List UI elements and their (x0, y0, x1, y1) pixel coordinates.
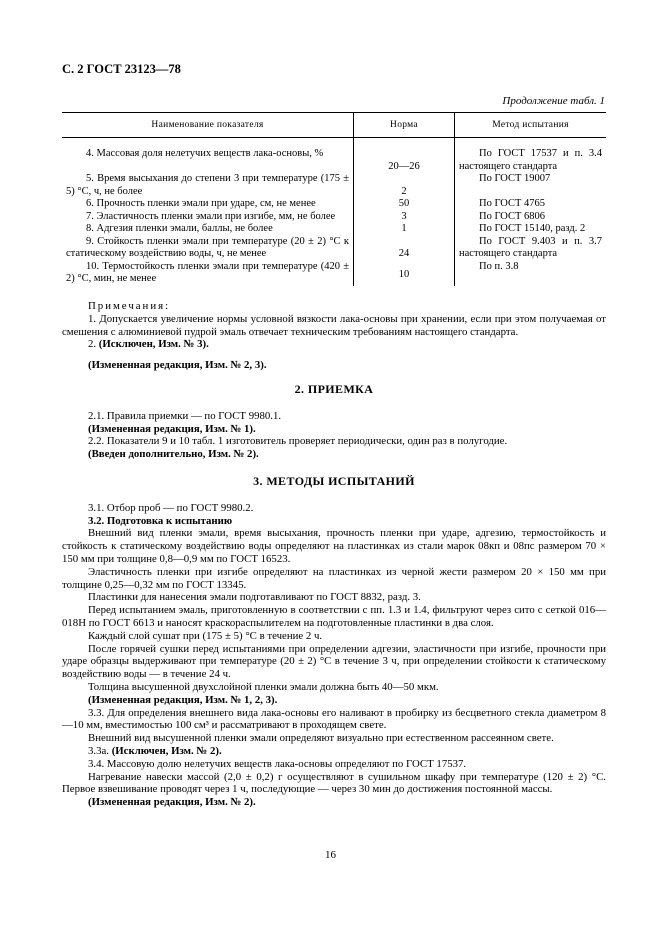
table-row: 5. Время высыхания до степени 3 при температуре (175 ± 5) °С, ч, не более 2 По ГОСТ 19007 (62, 173, 606, 198)
notes-title: Примечания: (88, 300, 171, 312)
page-number: 16 (325, 849, 336, 861)
indicators-table (62, 112, 606, 286)
table-row: 7. Эластичность пленки эмали при изгибе, мм, не более 3 По ГОСТ 6806 (62, 211, 606, 224)
table-row: 8. Адгезия пленки эмали, баллы, не более 1 По ГОСТ 15140, разд. 2 (62, 223, 606, 236)
page-header: С. 2 ГОСТ 23123—78 (62, 62, 181, 76)
note-1: 1. Допускается увеличение нормы условной вязкости лака-основы при хранении, если при этом получаемая от смешения с алюминиевой пудрой эмаль отвечает техническим требованиям настоящего стандарта. (62, 312, 606, 338)
section-3: 3. МЕТОДЫ ИСПЫТАНИЙ 3.1. Отбор проб — по ГОСТ 9980.2. 3.2. Подготовка к испытанию Внешний вид пленки эмали, время высыхания, прочность пленки при ударе, адгезию, термостойкость и стойкость к статическому воздействию воды определяют на пластинках из стали марок 08кп и 08пс размером 70 × 150 мм при толщине 0,8—0,9 мм по ГОСТ 16523. Эластичность пленки при изгибе определяют на пластинках из черной жести размером 20 × 150 мм при толщине 0,25—0,32 мм по ГОСТ 13345. Пластинки для нанесения эмали подготавливают по ГОСТ 8832, разд. 3. Перед испытанием эмаль, приготовленную в соответствии с пп. 1.3 и 1.4, фильтруют через сито с сеткой 016—018Н по ГОСТ 6613 и наносят краскораспылителем на подготовленные пластинки в два слоя. Каждый слой сушат при (175 ± 5) °С в течение 2 ч. После горячей сушки перед испытаниями при определении адгезии, эластичности при изгибе, прочности при ударе образцы выдерживают при температуре (20 ± 2) °С в течение 3 ч, при определении стойкости к статическому воздействию воды — в течение 24 ч. Толщина высушенной двухслойной пленки эмали должна быть 40—50 мкм. (Измененная редакция, Изм. № 1, 2, 3). 3.3. Для определения внешнего вида лака-основы его наливают в пробирку из бесцветного стекла диаметром 8—10 мм, вместимостью 100 см³ и рассматривают в проходящем свете. Внешний вид высушенной пленки эмали определяют визуально при естественном рассеянном свете. 3.3а. (Исключен, Изм. № 2). 3.4. Массовую долю нелетучих веществ лака-основы определяют по ГОСТ 17537. Нагревание навески массой (2,0 ± 0,2) г осуществляют в сушильном шкафу при температуре (120 ± 2) °С. Первое взвешивание проводят через 1 ч, последующие — через 30 мин до достижения постоянной массы. (Измененная редакция, Изм. № 2). (62, 474, 606, 809)
table-row: 6. Прочность пленки эмали при ударе, см, не менее 50 По ГОСТ 4765 (62, 198, 606, 211)
section-2-title: 2. ПРИЕМКА (294, 382, 374, 396)
table-row: 10. Термостойкость пленки эмали при температуре (420 ± 2) °С, мин, не менее 10 По п. 3.8 (62, 261, 606, 286)
col-header-norm: Норма (354, 113, 455, 138)
col-header-name: Наименование показателя (62, 113, 354, 138)
section-3-title: 3. МЕТОДЫ ИСПЫТАНИЙ (253, 474, 415, 488)
note-2: 2. (Исключен, Изм. № 3). (88, 338, 209, 351)
table-continuation-label: Продолжение табл. 1 (502, 95, 605, 107)
notes-edition: (Измененная редакция, Изм. № 2, 3). (88, 359, 267, 372)
col-header-method: Метод испытания (455, 113, 607, 138)
section-2: 2. ПРИЕМКА 2.1. Правила приемки — по ГОСТ 9980.1. (Измененная редакция, Изм. № 1). 2.2. Показатели 9 и 10 табл. 1 изготовитель проверяет периодически, один раз в полугодие. (Введен дополнительно, Изм. № 2). (62, 383, 606, 461)
table-row: 9. Стойкость пленки эмали при температуре (20 ± 2) °С к статическому воздействию воды, ч, не менее 24 По ГОСТ 9.403 и п. 3.7 настоящего стандарта (62, 236, 606, 261)
notes-block (62, 300, 606, 372)
table-row: 4. Массовая доля нелетучих веществ лака-основы, % 20—26 По ГОСТ 17537 и п. 3.4 настоящего стандарта (62, 148, 606, 173)
